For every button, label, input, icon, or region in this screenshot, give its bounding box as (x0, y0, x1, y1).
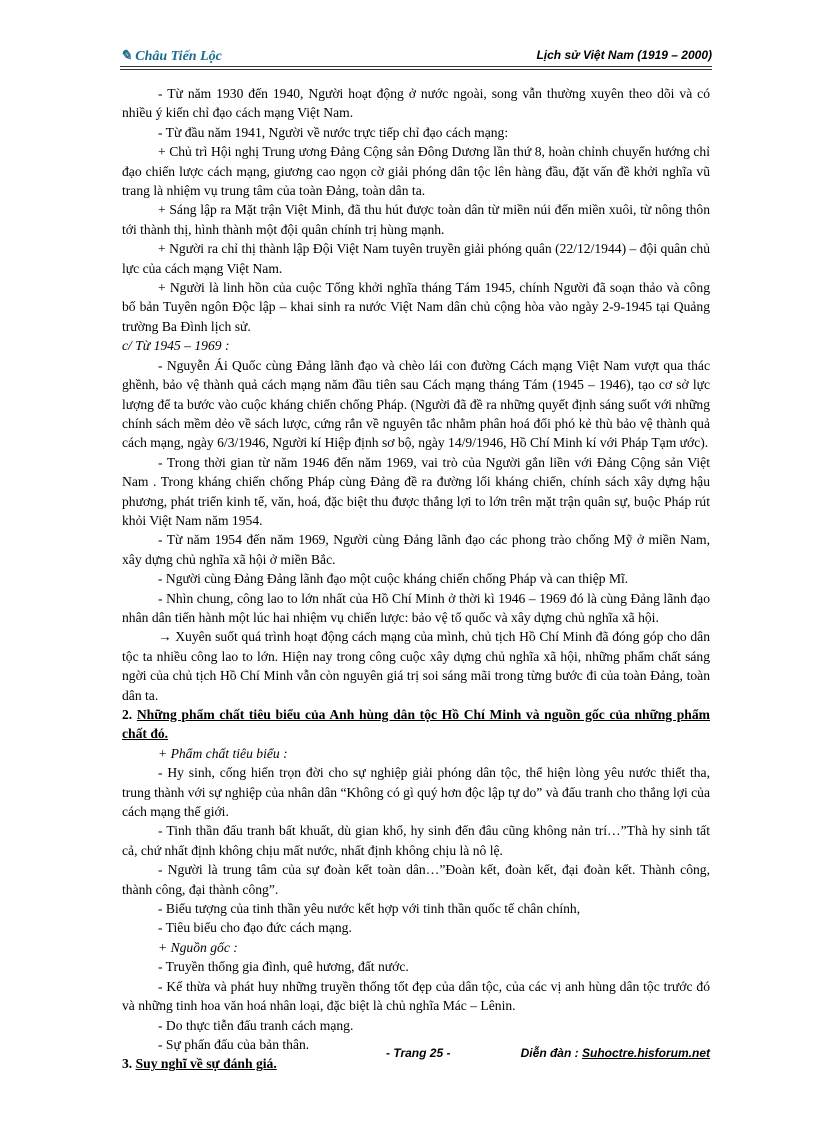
forum-link[interactable]: Suhoctre.hisforum.net (581, 1046, 710, 1060)
paragraph: - Từ năm 1930 đến 1940, Người hoạt động ở nước ngoài, song vẫn thường xuyên theo dõi và có nhiều ý kiến chỉ đạo cách mạng Việt Nam. (122, 86, 710, 121)
paragraph: - Hy sinh, cống hiến trọn đời cho sự nghiệp giải phóng dân tộc, thể hiện lòng yêu nước thiết tha, trung thành với sự nghiệp của nhân dân “Không có gì quý hơn độc lập tự do” và đấu tranh cho thắng lợi của cách mạng thế giới. (122, 765, 710, 820)
paragraph: + Sáng lập ra Mặt trận Việt Minh, đã thu hút được toàn dân từ miền núi đến miền xuôi, từ nông thôn tới thành thị, hình thành một đội quân chính trị hùng mạnh. (122, 202, 710, 237)
page-footer (120, 1046, 712, 1064)
paragraph: + Người là linh hồn của cuộc Tổng khởi nghĩa tháng Tám 1945, chính Người đã soạn thảo và công bố bản Tuyên ngôn Độc lập – khai sinh ra nước Việt Nam dân chủ cộng hòa vào ngày 2-9-1945 tại Quảng trường Ba Đình lịch sử. (122, 280, 710, 334)
section-number: 3. (122, 1056, 136, 1072)
subheading: + Phẩm chất tiêu biểu : (158, 745, 288, 761)
forum-label: Diễn đàn : (520, 1046, 582, 1060)
paragraph: - Người cùng Đảng Đảng lãnh đạo một cuộc kháng chiến chống Pháp và can thiệp Mĩ. (158, 571, 629, 587)
page-body (122, 84, 710, 1074)
paragraph: - Biểu tượng của tinh thần yêu nước kết hợp với tinh thần quốc tế chân chính, (158, 901, 581, 917)
paragraph: + Người ra chỉ thị thành lập Đội Việt Nam tuyên truyền giải phóng quân (22/12/1944) – đội quân chủ lực của cách mạng Việt Nam. (122, 241, 710, 276)
paragraph: - Nguyễn Ái Quốc cùng Đảng lãnh đạo và chèo lái con đường Cách mạng Việt Nam vượt qua thác ghềnh, bảo vệ thành quả cách mạng năm đầu tiên sau Cách mạng tháng Tám (1945 – 1946), tạo cơ sở lực lượng để ta bước vào cuộc kháng chiến chống Pháp. (Người đã đề ra những quyết định sáng suốt với những chính sách mềm dẻo về sách lược, cứng rắn về nguyên tắc nhằm phân hoá đối phó kẻ thù bảo vệ thành quả cách mạng, ngày 6/3/1946, Người kí Hiệp định sơ bộ, ngày 14/9/1946, Hồ Chí Minh kí với Pháp Tạm ước). (122, 357, 710, 451)
paragraph: - Do thực tiễn đấu tranh cách mạng. (158, 1017, 354, 1033)
paragraph: - Trong thời gian từ năm 1946 đến năm 1969, vai trò của Người gắn liền với Đảng Cộng sản Việt Nam . Trong kháng chiến chống Pháp cùng Đảng đề ra đường lối kháng chiến, chính sách xây dựng hậu phương, phát triển kinh tế, văn, hoá, đặc biệt thu được thắng lợi to lớn trên mặt trận quân sự, buộc Pháp rút khỏi Việt Nam năm 1954. (122, 454, 710, 528)
header-book-title: Lịch sử Việt Nam (1919 – 2000) (536, 48, 712, 62)
paragraph: - Tinh thần đấu tranh bất khuất, dù gian khổ, hy sinh đến đâu cũng không nản trí…”Thà hy sinh tất cả, chứ nhất định không chịu mất nước, nhất định không chịu là nô lệ. (122, 823, 710, 858)
subheading: + Nguồn gốc : (158, 939, 238, 955)
subheading: c/ Từ 1945 – 1969 : (122, 338, 230, 354)
paragraph: - Truyền thống gia đình, quê hương, đất nước. (158, 959, 409, 975)
paragraph: → Xuyên suốt quá trình hoạt động cách mạng của mình, chủ tịch Hồ Chí Minh đã đóng góp cho dân tộc ta nhiều công lao to lớn. Hiện nay trong công cuộc xây dựng chủ nghĩa xã hội, những phẩm chất sáng ngời của chủ tịch Hồ Chí Minh vẫn còn nguyên giá trị soi sáng mãi trong từng bước đi của toàn Đảng, toàn dân ta. (122, 629, 710, 703)
header-author: ✎ Châu Tiến Lộc (120, 49, 222, 64)
paragraph: - Tiêu biểu cho đạo đức cách mạng. (158, 920, 352, 936)
paragraph: - Người là trung tâm của sự đoàn kết toàn dân…”Đoàn kết, đoàn kết, đại đoàn kết. Thành công, thành công, đại thành công”. (122, 862, 710, 897)
section-title: Những phẩm chất tiêu biểu của Anh hùng dân tộc Hồ Chí Minh và nguồn gốc của những phẩm chất đó. (122, 707, 710, 742)
paragraph: - Kế thừa và phát huy những truyền thống tốt đẹp của dân tộc, của các vị anh hùng dân tộc trước đó và những tinh hoa văn hoá nhân loại, đặc biệt là chủ nghĩa Mác – Lênin. (122, 978, 710, 1014)
page-number: - Trang 25 - (386, 1046, 451, 1060)
page-header (120, 44, 712, 66)
header-rule (120, 66, 712, 70)
forum-credit (521, 1046, 710, 1060)
paragraph: - Từ đầu năm 1941, Người về nước trực tiếp chỉ đạo cách mạng: (158, 124, 509, 140)
paragraph: - Nhìn chung, công lao to lớn nhất của Hồ Chí Minh ở thời kì 1946 – 1969 đó là cùng Đảng lãnh đạo nhân dân tiến hành một lúc hai nhiệm vụ chiến lược: bảo vệ tổ quốc và xây dựng chủ nghĩa xã hội. (122, 590, 710, 625)
section-heading (122, 705, 710, 744)
section-number: 2. (122, 707, 137, 722)
section-title: Suy nghĩ về sự đánh giá. (135, 1056, 277, 1072)
paragraph: + Chủ trì Hội nghị Trung ương Đảng Cộng sản Đông Dương lần thứ 8, hoàn chỉnh chuyển hướng chỉ đạo chiến lược cách mạng, giương cao ngọn cờ giải phóng dân tộc lên hàng đầu, đặt vấn đề khởi nghĩa vũ trang là nhiệm vụ trung tâm của toàn Đảng, toàn dân ta. (122, 144, 710, 199)
paragraph: - Từ năm 1954 đến năm 1969, Người cùng Đảng lãnh đạo các phong trào chống Mỹ ở miền Nam, xây dựng chủ nghĩa xã hội ở miền Bắc. (122, 532, 710, 567)
paragraph: - Sự phấn đấu của bản thân. (158, 1036, 310, 1052)
